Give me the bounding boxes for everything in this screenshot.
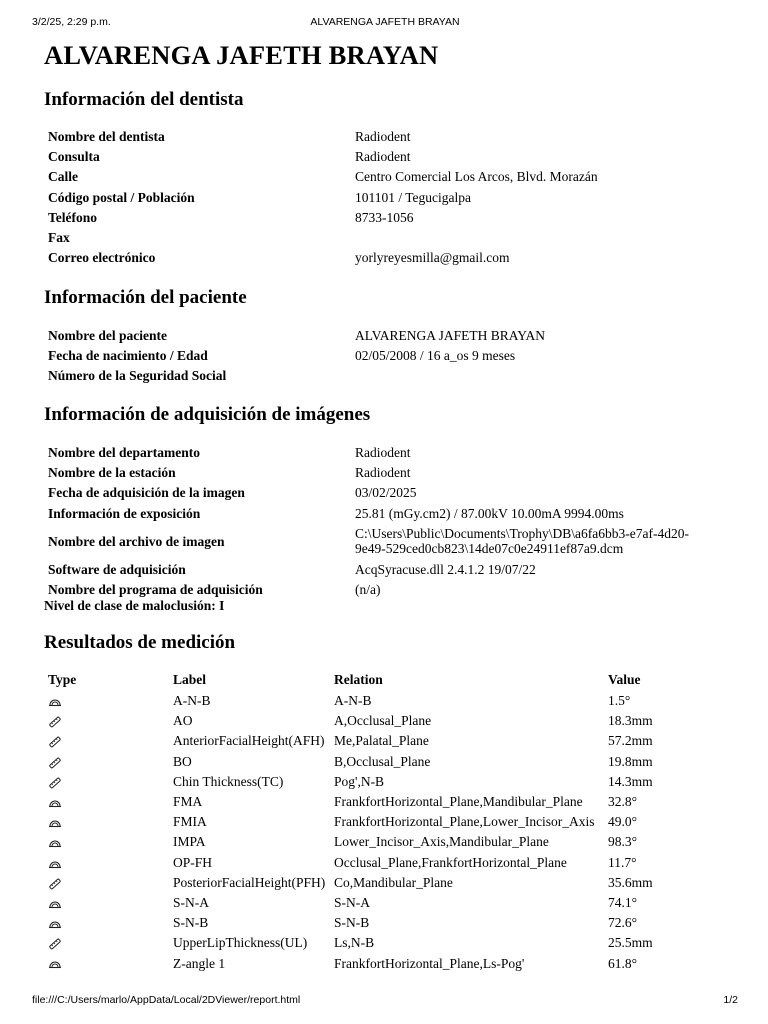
measurement-relation: A-N-B	[334, 693, 372, 709]
info-label: Número de la Seguridad Social	[48, 368, 227, 384]
patient-info-table	[44, 325, 739, 386]
info-label: Nombre del programa de adquisición	[48, 582, 263, 598]
info-label: Software de adquisición	[48, 561, 186, 577]
table-row	[44, 893, 732, 913]
measurement-value: 1.5°	[608, 693, 631, 709]
info-value: Radiodent	[355, 148, 411, 164]
col-header-value: Value	[608, 671, 641, 687]
print-page-number: 1/2	[723, 994, 738, 1006]
info-row	[44, 483, 739, 503]
info-value: Radiodent	[355, 128, 411, 144]
info-row	[44, 126, 739, 146]
col-header-label: Label	[173, 671, 207, 687]
measurement-value: 49.0°	[608, 814, 638, 830]
dentist-info-table	[44, 126, 739, 268]
table-row	[44, 832, 732, 852]
ruler-icon	[44, 772, 169, 792]
table-row	[44, 913, 732, 933]
measurement-value: 11.7°	[608, 854, 637, 870]
measurement-relation: S-N-A	[334, 894, 370, 910]
table-row	[44, 873, 732, 893]
print-file-path: file:///C:/Users/marlo/AppData/Local/2DViewer/report.html	[32, 994, 301, 1006]
info-row	[44, 187, 739, 207]
info-label: Fecha de adquisición de la imagen	[48, 485, 245, 501]
info-value	[351, 523, 739, 559]
angle-icon	[44, 812, 169, 832]
print-header	[32, 16, 738, 30]
info-value: 101101 / Tegucigalpa	[355, 189, 472, 205]
table-row	[44, 691, 732, 711]
measurement-relation: Occlusal_Plane,FrankfortHorizontal_Plane	[334, 854, 567, 870]
info-label: Información de exposición	[48, 505, 201, 521]
info-value: (n/a)	[355, 582, 381, 598]
measurement-value: 25.5mm	[608, 935, 653, 951]
file-path-line-2: 9e49-529ced0cb823\14de07c0e24911ef87a9.dcm	[355, 541, 624, 557]
ruler-icon	[44, 731, 169, 751]
table-row	[44, 953, 732, 973]
info-row	[44, 325, 739, 345]
file-path-line-1: C:\Users\Public\Documents\Trophy\DB\a6fa6bb3-e7af-4d20-	[355, 526, 689, 542]
table-row	[44, 812, 732, 832]
measurement-value: 35.6mm	[608, 874, 653, 890]
measurement-relation: Pog',N-B	[334, 773, 385, 789]
table-row	[44, 853, 732, 873]
info-label: Teléfono	[48, 209, 98, 225]
patient-section-title: Información del paciente	[44, 287, 247, 308]
measurement-relation: FrankfortHorizontal_Plane,Lower_Incisor_Axis	[334, 814, 595, 830]
col-header-relation: Relation	[334, 671, 383, 687]
info-label: Nombre del paciente	[48, 327, 167, 343]
info-row	[44, 503, 739, 523]
info-label: Calle	[48, 169, 78, 185]
measurement-relation: Co,Mandibular_Plane	[334, 874, 453, 890]
measurement-label: IMPA	[173, 834, 206, 850]
info-row	[44, 248, 739, 268]
ruler-icon	[44, 711, 169, 731]
angle-icon	[44, 913, 169, 933]
measurement-label: A-N-B	[173, 693, 211, 709]
info-row	[44, 559, 739, 579]
acquisition-section-title: Información de adquisición de imágenes	[44, 404, 371, 425]
info-label: Nombre del departamento	[48, 444, 200, 460]
malocclusion-class: Nivel de clase de maloclusión: I	[44, 598, 225, 613]
measurement-relation: B,Occlusal_Plane	[334, 753, 431, 769]
measurement-relation: Ls,N-B	[334, 935, 375, 951]
info-row	[44, 167, 739, 187]
measurement-label: S-N-A	[173, 894, 209, 910]
info-row	[44, 442, 739, 462]
measurement-relation: Lower_Incisor_Axis,Mandibular_Plane	[334, 834, 549, 850]
acquisition-info-table	[44, 442, 739, 600]
angle-icon	[44, 832, 169, 852]
info-value: 03/02/2025	[355, 485, 417, 501]
measurement-relation: FrankfortHorizontal_Plane,Ls-Pog'	[334, 955, 525, 971]
info-row	[44, 146, 739, 166]
info-row	[44, 523, 739, 559]
measurement-label: AnteriorFacialHeight(AFH)	[173, 733, 325, 749]
measurement-relation: A,Occlusal_Plane	[334, 713, 432, 729]
info-label: Código postal / Población	[48, 189, 195, 205]
ruler-icon	[44, 752, 169, 772]
measurement-value: 74.1°	[608, 894, 638, 910]
info-row	[44, 579, 739, 599]
info-label: Nombre del dentista	[48, 128, 165, 144]
angle-icon	[44, 691, 169, 711]
measurements-table	[44, 668, 732, 974]
measurement-label: FMIA	[173, 814, 207, 830]
measurement-relation: S-N-B	[334, 915, 370, 931]
info-value: Radiodent	[355, 464, 411, 480]
ruler-icon	[44, 873, 169, 893]
angle-icon	[44, 853, 169, 873]
table-row	[44, 731, 732, 751]
measurement-label: Chin Thickness(TC)	[173, 773, 284, 789]
measurement-label: BO	[173, 753, 192, 769]
info-value: 02/05/2008 / 16 a_os 9 meses	[355, 347, 516, 363]
measurement-value: 98.3°	[608, 834, 638, 850]
angle-icon	[44, 893, 169, 913]
info-label: Fecha de nacimiento / Edad	[48, 347, 208, 363]
info-value: Radiodent	[355, 444, 411, 460]
measurement-relation: FrankfortHorizontal_Plane,Mandibular_Plane	[334, 794, 583, 810]
angle-icon	[44, 953, 169, 973]
patient-name-heading: ALVARENGA JAFETH BRAYAN	[44, 40, 439, 70]
measurement-label: FMA	[173, 794, 203, 810]
info-label: Consulta	[48, 148, 100, 164]
info-row	[44, 462, 739, 482]
measurement-label: S-N-B	[173, 915, 209, 931]
info-value	[351, 227, 739, 247]
measurement-label: OP-FH	[173, 854, 213, 870]
table-row	[44, 752, 732, 772]
measurement-value: 57.2mm	[608, 733, 653, 749]
ruler-icon	[44, 933, 169, 953]
info-label: Correo electrónico	[48, 250, 156, 266]
info-row	[44, 227, 739, 247]
measurements-section-title: Resultados de medición	[44, 632, 236, 653]
dentist-section-title: Información del dentista	[44, 89, 244, 110]
info-row	[44, 366, 739, 386]
info-label: Nombre de la estación	[48, 464, 176, 480]
measurement-value: 19.8mm	[608, 753, 653, 769]
print-footer	[32, 994, 738, 1008]
angle-icon	[44, 792, 169, 812]
info-label: Nombre del archivo de imagen	[48, 533, 225, 549]
col-header-type: Type	[48, 671, 77, 687]
info-label: Fax	[48, 230, 70, 246]
measurement-label: UpperLipThickness(UL)	[173, 935, 308, 951]
table-row	[44, 772, 732, 792]
measurement-value: 72.6°	[608, 915, 638, 931]
info-value: AcqSyracuse.dll 2.4.1.2 19/07/22	[355, 561, 536, 577]
table-row	[44, 711, 732, 731]
measurement-label: AO	[173, 713, 193, 729]
info-row	[44, 345, 739, 365]
info-value: 8733-1056	[355, 209, 414, 225]
measurement-value: 14.3mm	[608, 773, 653, 789]
info-value: ALVARENGA JAFETH BRAYAN	[355, 327, 546, 343]
info-row	[44, 207, 739, 227]
measurement-value: 61.8°	[608, 955, 638, 971]
info-value: Centro Comercial Los Arcos, Blvd. Morazán	[355, 169, 598, 185]
measurement-value: 32.8°	[608, 794, 638, 810]
measurement-label: Z-angle 1	[173, 955, 226, 971]
info-value: 25.81 (mGy.cm2) / 87.00kV 10.00mA 9994.00ms	[355, 505, 624, 521]
measurements-header-row	[44, 668, 732, 691]
measurements-body	[44, 691, 732, 974]
table-row	[44, 933, 732, 953]
print-title: ALVARENGA JAFETH BRAYAN	[310, 16, 460, 28]
info-value	[351, 366, 739, 386]
measurement-relation: Me,Palatal_Plane	[334, 733, 429, 749]
info-value: yorlyreyesmilla@gmail.com	[355, 250, 510, 266]
measurement-value: 18.3mm	[608, 713, 653, 729]
measurement-label: PosteriorFacialHeight(PFH)	[173, 874, 326, 890]
print-datetime: 3/2/25, 2:29 p.m.	[32, 16, 111, 28]
table-row	[44, 792, 732, 812]
